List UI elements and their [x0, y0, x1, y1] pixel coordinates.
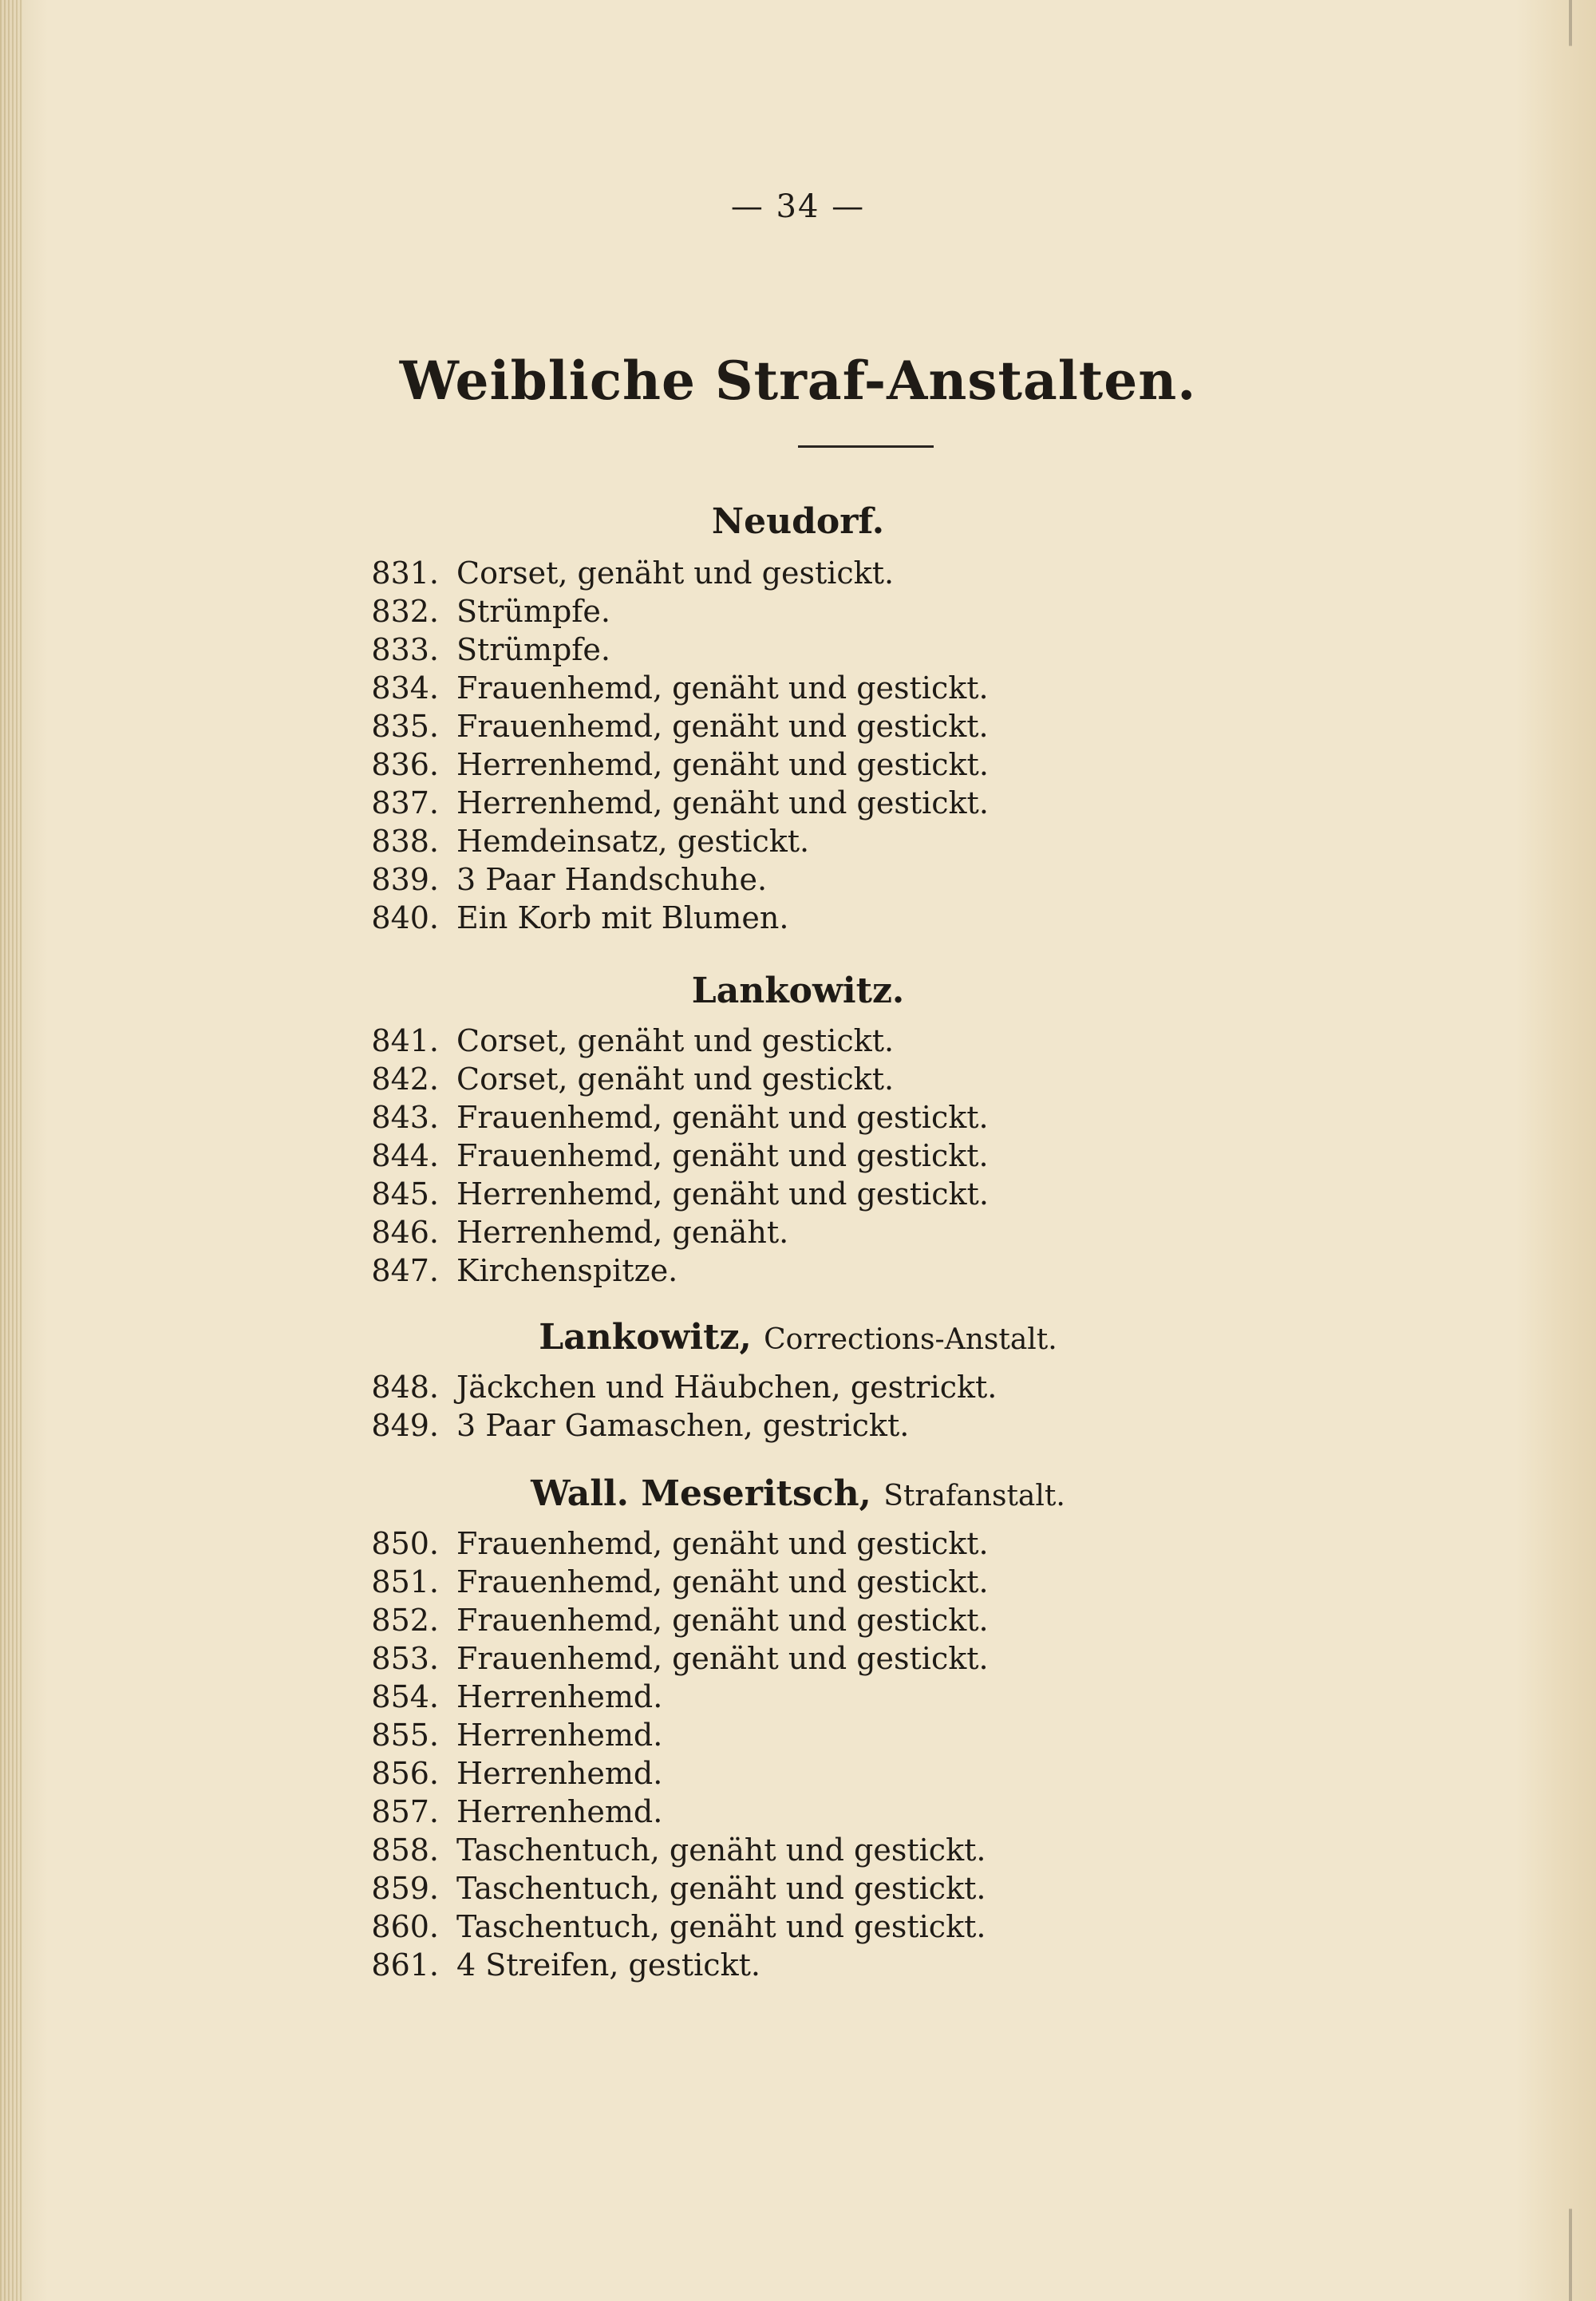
item-number: 846. [371, 1215, 439, 1250]
list-item [351, 1213, 788, 1251]
item-text: 3 Paar Gamaschen, gestrickt. [456, 1408, 910, 1443]
item-text: Herrenhemd. [456, 1756, 663, 1791]
section-heading-lankowitz [0, 971, 1596, 1011]
page-edge [1569, 0, 1572, 2301]
item-text: Herrenhemd, genäht und gestickt. [456, 1176, 989, 1212]
item-number: 854. [371, 1679, 439, 1714]
item-text: 3 Paar Handschuhe. [456, 862, 768, 897]
section-subheading: Strafanstalt. [883, 1480, 1065, 1512]
list-item [351, 899, 788, 937]
list-item [351, 1908, 986, 1946]
page-number: — 34 — [730, 188, 866, 225]
list-item [351, 1678, 662, 1716]
list-item [351, 554, 894, 592]
item-number: 832. [371, 594, 439, 629]
item-number: 844. [371, 1138, 439, 1173]
list-item [351, 1601, 989, 1639]
item-number: 843. [371, 1100, 439, 1135]
list-item [351, 669, 989, 707]
title-divider [798, 445, 934, 448]
list-item [351, 1754, 662, 1793]
list-item [351, 1639, 989, 1678]
item-number: 834. [371, 670, 439, 706]
list-item [351, 592, 610, 631]
item-number: 836. [371, 747, 439, 782]
section-heading-wall-meseritsch [0, 1473, 1596, 1514]
item-number: 845. [371, 1176, 439, 1212]
list-item [351, 784, 989, 822]
item-text: Herrenhemd. [456, 1679, 663, 1714]
section-heading-lankowitz-corrections [0, 1317, 1596, 1358]
item-number: 833. [371, 632, 439, 667]
section-heading-text: Lankowitz, [539, 1317, 752, 1358]
item-number: 857. [371, 1794, 439, 1829]
list-item [351, 860, 767, 899]
list-item [351, 1098, 989, 1137]
item-number: 859. [371, 1871, 439, 1906]
list-item [351, 707, 989, 745]
item-text: Frauenhemd, genäht und gestickt. [456, 1138, 989, 1173]
list-item [351, 1368, 997, 1406]
section-heading-text: Lankowitz. [691, 971, 905, 1011]
item-text: 4 Streifen, gestickt. [456, 1947, 760, 1983]
section-subheading: Corrections-Anstalt. [764, 1323, 1057, 1356]
list-item [351, 1022, 894, 1060]
item-number: 851. [371, 1564, 439, 1599]
item-text: Jäckchen und Häubchen, gestrickt. [456, 1370, 998, 1405]
item-text: Taschentuch, genäht und gestickt. [456, 1909, 986, 1944]
item-number: 849. [371, 1408, 439, 1443]
item-number: 839. [371, 862, 439, 897]
list-item [351, 1524, 989, 1563]
item-number: 856. [371, 1756, 439, 1791]
section-heading-text: Wall. Meseritsch, [531, 1473, 871, 1514]
section-heading-neudorf [0, 501, 1596, 542]
item-text: Taschentuch, genäht und gestickt. [456, 1832, 986, 1868]
item-text: Taschentuch, genäht und gestickt. [456, 1871, 986, 1906]
item-text: Herrenhemd, genäht und gestickt. [456, 785, 989, 820]
list-item [351, 1406, 909, 1445]
item-number: 861. [371, 1947, 439, 1983]
book-spine [0, 0, 22, 2301]
page-title: Weibliche Straf-Anstalten. [399, 350, 1197, 412]
item-text: Herrenhemd. [456, 1718, 663, 1753]
item-text: Frauenhemd, genäht und gestickt. [456, 1564, 989, 1599]
item-text: Frauenhemd, genäht und gestickt. [456, 1603, 989, 1638]
item-text: Kirchenspitze. [456, 1253, 678, 1288]
item-text: Ein Korb mit Blumen. [456, 900, 789, 935]
item-number: 835. [371, 709, 439, 744]
item-text: Frauenhemd, genäht und gestickt. [456, 670, 989, 706]
item-number: 853. [371, 1641, 439, 1676]
item-number: 840. [371, 900, 439, 935]
item-number: 855. [371, 1718, 439, 1753]
item-text: Frauenhemd, genäht und gestickt. [456, 1641, 989, 1676]
item-text: Frauenhemd, genäht und gestickt. [456, 1526, 989, 1561]
item-number: 831. [371, 555, 439, 591]
list-item [351, 1060, 894, 1098]
item-text: Corset, genäht und gestickt. [456, 1023, 895, 1058]
list-item [351, 1831, 986, 1869]
list-item [351, 822, 809, 860]
list-item [351, 1946, 760, 1984]
item-number: 847. [371, 1253, 439, 1288]
list-item [351, 1251, 678, 1290]
item-text: Corset, genäht und gestickt. [456, 555, 895, 591]
item-text: Herrenhemd. [456, 1794, 663, 1829]
list-item [351, 631, 610, 669]
section-heading-text: Neudorf. [711, 501, 885, 542]
list-item [351, 1137, 989, 1175]
item-number: 858. [371, 1832, 439, 1868]
item-number: 841. [371, 1023, 439, 1058]
item-text: Strümpfe. [456, 632, 610, 667]
item-number: 848. [371, 1370, 439, 1405]
list-item [351, 1793, 662, 1831]
item-number: 838. [371, 824, 439, 859]
item-text: Strümpfe. [456, 594, 610, 629]
item-number: 850. [371, 1526, 439, 1561]
item-number: 837. [371, 785, 439, 820]
item-text: Hemdeinsatz, gestickt. [456, 824, 810, 859]
item-text: Corset, genäht und gestickt. [456, 1062, 895, 1097]
item-text: Frauenhemd, genäht und gestickt. [456, 709, 989, 744]
list-item [351, 1869, 986, 1908]
item-text: Herrenhemd, genäht und gestickt. [456, 747, 989, 782]
item-text: Frauenhemd, genäht und gestickt. [456, 1100, 989, 1135]
list-item [351, 1716, 662, 1754]
item-number: 842. [371, 1062, 439, 1097]
item-text: Herrenhemd, genäht. [456, 1215, 789, 1250]
list-item [351, 1175, 989, 1213]
list-item [351, 1563, 989, 1601]
item-number: 860. [371, 1909, 439, 1944]
list-item [351, 745, 989, 784]
item-number: 852. [371, 1603, 439, 1638]
